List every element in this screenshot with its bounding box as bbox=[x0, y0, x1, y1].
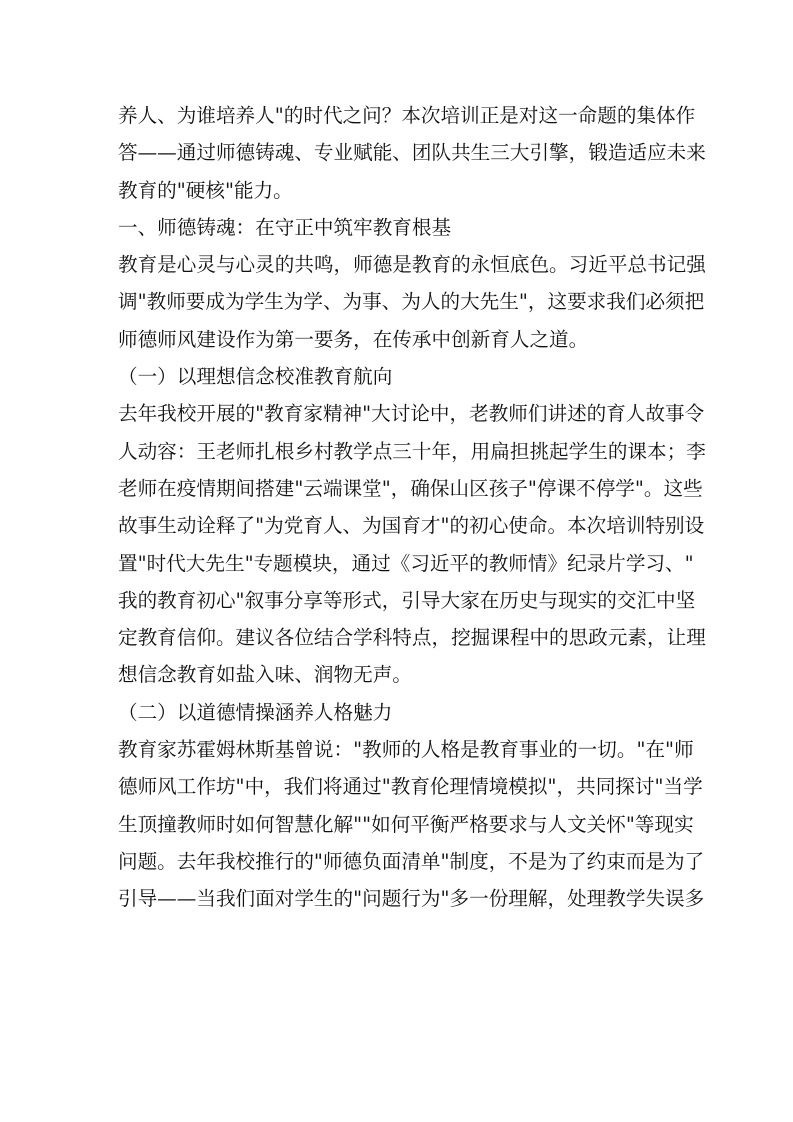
paragraph-line: 故事生动诠释了"为党育人、为国育才"的初心使命。本次培训特别设 bbox=[118, 514, 705, 538]
paragraph-line: 引导——当我们面对学生的"问题行为"多一份理解，处理教学失误多 bbox=[118, 887, 705, 911]
paragraph-line: 人动容：王老师扎根乡村教学点三十年，用扁担挑起学生的课本；李 bbox=[118, 439, 706, 463]
paragraph-line: 养人、为谁培养人"的时代之问？本次培训正是对这一命题的集体作 bbox=[118, 104, 696, 127]
paragraph-line: 老师在疫情期间搭建"云端课堂"，确保山区孩子"停课不停学"。这些 bbox=[118, 476, 703, 500]
document-body bbox=[118, 97, 706, 918]
paragraph-line: 置"时代大先生"专题模块，通过《习近平的教师情》纪录片学习、" bbox=[118, 551, 694, 575]
paragraph-line: 调"教师要成为学生为学、为事、为人的大先生"，这要求我们必须把 bbox=[118, 290, 705, 314]
paragraph-line: 教育的"硬核"能力。 bbox=[118, 178, 293, 202]
paragraph-line: 我的教育初心"叙事分享等形式，引导大家在历史与现实的交汇中坚 bbox=[118, 588, 696, 612]
subsection-heading: （二）以道德情操涵养人格魅力 bbox=[118, 700, 393, 724]
paragraph-line: 定教育信仰。建议各位结合学科特点，挖掘课程中的思政元素，让理 bbox=[118, 626, 706, 650]
paragraph-line: 答——通过师德铸魂、专业赋能、团队共生三大引擎，锻造适应未来 bbox=[118, 141, 706, 165]
paragraph-line: 师德师风建设作为第一要务，在传承中创新育人之道。 bbox=[118, 327, 589, 351]
paragraph-line: 想信念教育如盐入味、润物无声。 bbox=[118, 663, 412, 687]
section-heading: 一、师德铸魂：在守正中筑牢教育根基 bbox=[118, 215, 452, 239]
paragraph-line: 教育是心灵与心灵的共鸣，师德是教育的永恒底色。习近平总书记强 bbox=[118, 253, 706, 277]
paragraph-line: 生顶撞教师时如何智慧化解""如何平衡严格要求与人文关怀"等现实 bbox=[118, 812, 694, 836]
subsection-heading: （一）以理想信念校准教育航向 bbox=[118, 365, 393, 389]
paragraph-line: 教育家苏霍姆林斯基曾说："教师的人格是教育事业的一切。"在"师 bbox=[118, 738, 694, 762]
paragraph-line: 去年我校开展的"教育家精神"大讨论中，老教师们讲述的育人故事令 bbox=[118, 402, 705, 426]
paragraph-line: 问题。去年我校推行的"师德负面清单"制度，不是为了约束而是为了 bbox=[118, 849, 705, 873]
paragraph-line: 德师风工作坊"中，我们将通过"教育伦理情境模拟"，共同探讨"当学 bbox=[118, 775, 703, 799]
